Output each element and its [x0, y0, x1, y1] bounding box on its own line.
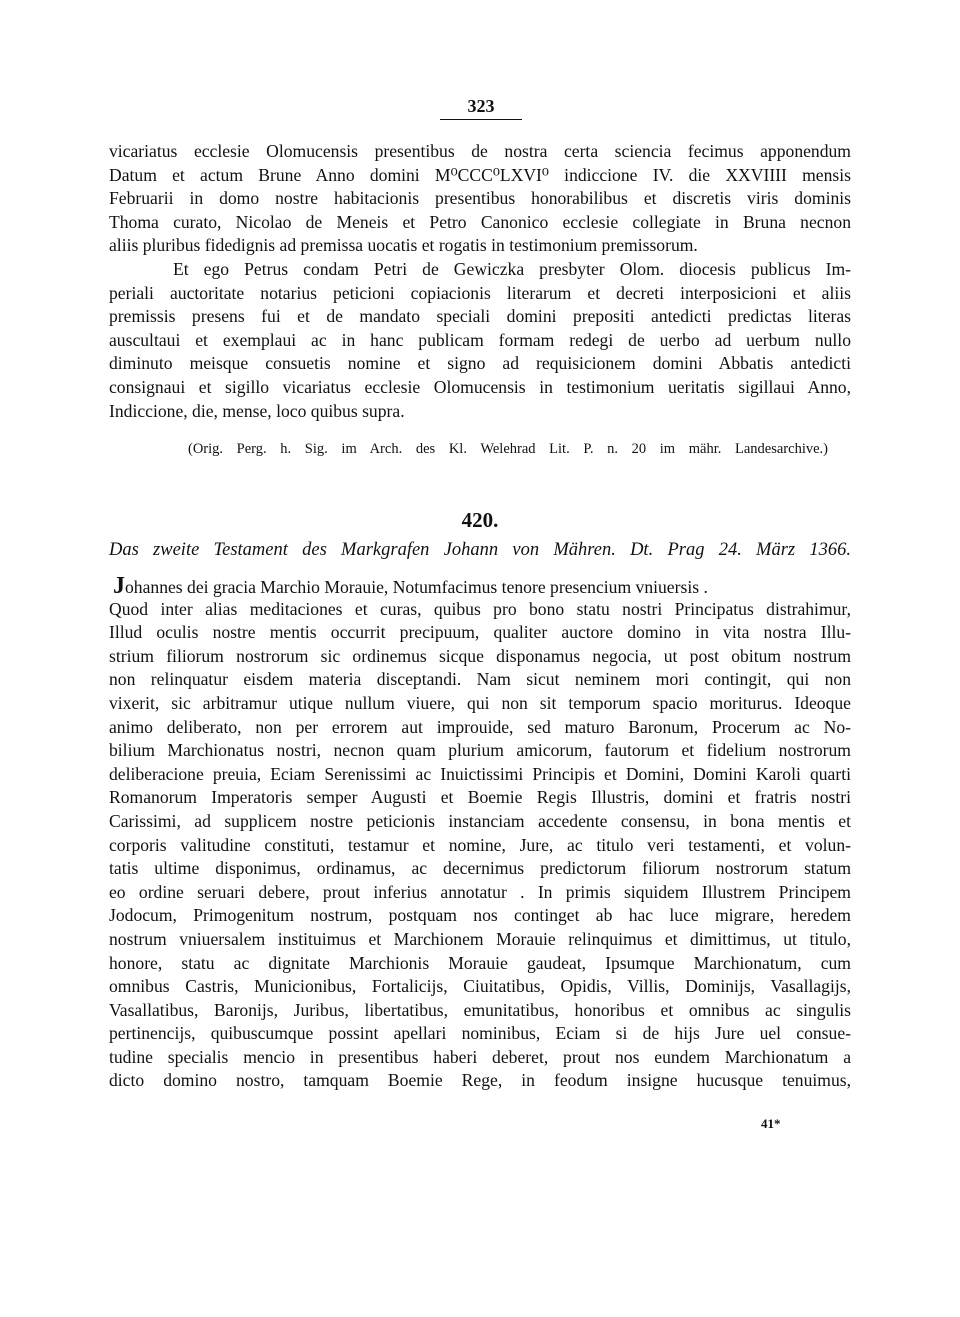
text-line: consignaui et sigillo vicariatus ecclesie Olomucensis in testimonium ueritatis sigillaui Anno, [109, 376, 851, 397]
text-line: eo ordine seruari debere, prout inferius annotatur . In primis siquidem Illustrem Principem [109, 881, 851, 902]
continuation-text [109, 140, 851, 423]
text-line: premissis presens fui et de mandato speciali domini prepositi antedicti predictas literas [109, 306, 851, 327]
text-line: Quod inter alias meditaciones et curas, quibus pro bono statu nostri Principatus distrahimur, [109, 598, 851, 619]
text-line: tudine specialis mencio in presentibus haberi deberet, prout nos eundem Marchionatum a [109, 1046, 851, 1067]
text-line: nostrum vniuersalem instituimus et Marchionem Morauie relinquimus et dimittimus, ut titulo, [109, 928, 851, 949]
text-line: vicariatus ecclesie Olomucensis presentibus de nostra certa sciencia fecimus apponendum [109, 141, 851, 161]
text-line: Datum et actum Brune Anno domini M⁰CCC⁰LXVI⁰ indiccione IV. die XXVIIII mensis [109, 164, 851, 185]
text-line: dicto domino nostro, tamquam Boemie Rege, in feodum insigne hucusque tenuimus, [109, 1070, 851, 1091]
text-line: Thoma curato, Nicolao de Meneis et Petro Canonico ecclesie collegiate in Bruna necnon [109, 211, 851, 232]
text-line: diminuto meisque consuetis nomine et signo ad requisicionem domini Abbatis antedicti [109, 353, 851, 374]
text-line: animo deliberato, non per errorem aut improuide, sed maturo Baronum, Procerum ac No- [109, 716, 851, 737]
document-body [109, 574, 851, 1093]
text-line: Indiccione, die, mense, loco quibus supra. [109, 400, 405, 421]
text-line: strium filiorum nostrorum sic ordinemus sicque disponamus negocia, ut post obitum nostrum [109, 645, 851, 666]
text-line: deliberacione preuia, Eciam Serenissimi ac Inuictissimi Principis et Domini, Domini Karoli quarti [109, 763, 851, 784]
text-line: bilium Marchionatus nostri, necnon quam plurium amicorum, fautorum et fidelium nostrorum [109, 740, 851, 761]
first-line-text: ohannes dei gracia Marchio Morauie, Notumfacimus tenore presencium vniuersis . [125, 577, 708, 597]
text-line: Februarii in domo nostre habitacionis presentibus honorabilibus et discretis viris dominis [109, 188, 851, 209]
page-number: 323 [440, 96, 522, 120]
first-line [109, 574, 851, 598]
text-line: honore, statu ac dignitate Marchionis Morauie gaudeat, Ipsumque Marchionatum, cum [109, 952, 851, 973]
text-line: Jodocum, Primogenitum nostrum, postquam nos continget ab hac luce migrare, heredem [109, 905, 851, 926]
text-line: auscultaui et exemplaui ac in hanc publicam formam redegi de uerbo ad uerbum nullo [109, 329, 851, 350]
text-line: Vasallatibus, Baronijs, Juribus, libertatibus, emunitatibus, honoribus et omnibus ac singulis [109, 999, 851, 1020]
text-line: Carissimi, ad supplicem nostre peticionis instanciam accedente consensu, in bona mentis et [109, 810, 851, 831]
text-line: aliis pluribus fidedignis ad premissa uocatis et rogatis in testimonium premissorum. [109, 235, 698, 256]
text-line: non relinquatur eisdem materia disceptandi. Nam sicut neminem mori contingit, qui non [109, 669, 851, 690]
text-line: Romanorum Imperatoris semper Augusti et Boemie Regis Illustris, domini et fratris nostri [109, 787, 851, 808]
text-line: corporis valitudine constituti, testamur et nomine, Jure, ac titulo veri testamenti, et volun- [109, 834, 851, 855]
text-line: vixerit, sic arbitramur utique nullum viuere, qui non sit temporum spacio moriturus. Ideoque [109, 692, 851, 713]
text-line: periali auctoritate notarius peticioni copiacionis literarum et decreti interposicioni et aliis [109, 282, 851, 303]
document-number: 420. [461, 508, 499, 532]
text-line: Illud oculis nostre mentis occurrit precipuum, qualiter auctore domino in vita nostra Illu- [109, 622, 851, 643]
text-line: pertinencijs, quibuscumque possint apellari nominibus, Eciam si de hijs Jure uel consue- [109, 1023, 851, 1044]
text-line: tatis ultime disponimus, ordinamus, ac decernimus predictorum filiorum nostrorum statum [109, 858, 851, 879]
signature-mark: 41* [761, 1116, 781, 1131]
text-line: omnibus Castris, Municionibus, Fortalicijs, Ciuitatibus, Opidis, Villis, Dominijs, Vasallagijs, [109, 976, 851, 997]
document-title: Das zweite Testament des Markgrafen Johann von Mähren. Dt. Prag 24. März 1366. [109, 540, 851, 560]
source-note: (Orig. Perg. h. Sig. im Arch. des Kl. Welehrad Lit. P. n. 20 im mähr. Landesarchive.) [188, 441, 828, 457]
text-line: Et ego Petrus condam Petri de Gewiczka presbyter Olom. diocesis publicus Im- [173, 258, 851, 279]
drop-cap: J [113, 573, 125, 599]
